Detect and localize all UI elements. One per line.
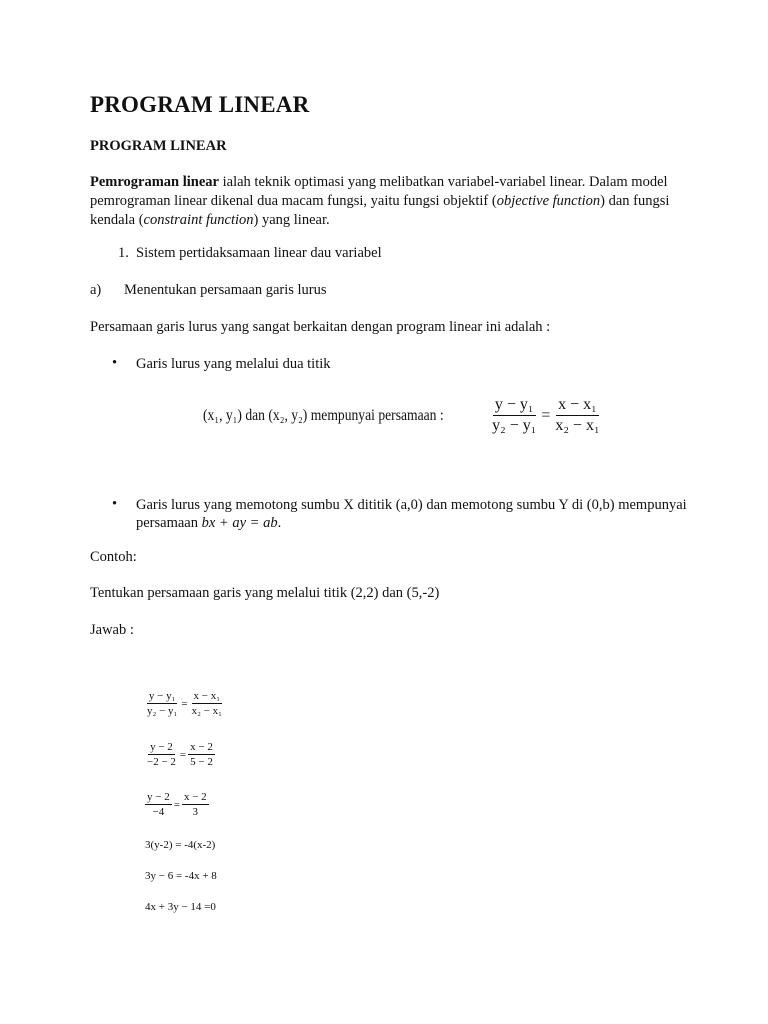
page-title: PROGRAM LINEAR	[90, 92, 310, 117]
intro-line: Persamaan garis lurus yang sangat berkaitan dengan program linear ini adalah :	[90, 319, 551, 335]
formula-equals: =	[541, 406, 551, 424]
step-3-rhs-num: x − 2	[183, 791, 207, 803]
step-2-rhs-num: x − 2	[190, 741, 213, 753]
formula-rhs-numerator: x − x₁	[556, 396, 599, 416]
example-label: Contoh:	[90, 549, 137, 565]
step-1-rhs	[190, 690, 224, 717]
list-item-text: Sistem pertidaksamaan linear dau variabel	[136, 245, 382, 261]
bold-term: Pemrograman linear	[90, 174, 219, 190]
step-1-lhs-den: y₂ − y₁	[147, 705, 178, 717]
formula-lhs-denominator: y₂ − y₁	[492, 417, 537, 434]
intro-paragraph	[90, 173, 680, 230]
step-3-rhs-den: 3	[192, 806, 199, 818]
step-2-lhs	[145, 741, 178, 768]
bullet-2-italic: bx + ay = ab	[201, 515, 278, 531]
step-2	[145, 741, 215, 768]
step-3-lhs-den: −4	[152, 806, 165, 818]
formula-lhs-fraction	[490, 396, 538, 435]
step-2-lhs-den: −2 − 2	[147, 756, 176, 768]
step-2-lhs-num: y − 2	[150, 741, 173, 753]
step-3-lhs	[145, 791, 172, 818]
step-1	[145, 690, 224, 717]
step-1-rhs-num: x − x₁	[193, 690, 221, 702]
bullet-text-2	[136, 496, 696, 532]
step-1-rhs-den: x₂ − x₁	[191, 705, 222, 717]
para-italic-2: constraint function	[143, 212, 254, 228]
para-text-2: ) dan fungsi kendala (	[90, 193, 670, 228]
step-3-equals: =	[173, 798, 180, 811]
step-1-lhs-num: y − y₁	[148, 690, 176, 702]
main-formula	[203, 396, 605, 435]
section-heading: PROGRAM LINEAR	[90, 138, 227, 154]
list-number: 1.	[118, 245, 129, 261]
para-italic-1: objective function	[496, 193, 601, 209]
example-question: Tentukan persamaan garis yang melalui titik (2,2) dan (5,-2)	[90, 585, 440, 601]
bullet-2-end: .	[277, 515, 282, 531]
step-2-rhs	[188, 741, 215, 768]
bullet-dot: •	[112, 355, 118, 371]
answer-label: Jawab :	[90, 622, 134, 638]
para-text-3: ) yang linear.	[253, 212, 330, 228]
para-text-1: ialah teknik optimasi yang melibatkan variabel-variabel linear. Dalam model pemrograman linear dikenal dua macam fungsi, yaitu fungsi objektif (	[90, 174, 668, 209]
step-4: 3(y-2) = -4(x-2)	[145, 839, 216, 851]
step-2-equals: =	[179, 748, 187, 761]
step-1-lhs	[145, 690, 179, 717]
bullet-text-1: Garis lurus yang melalui dua titik	[136, 356, 331, 372]
step-6: 4x + 3y − 14 =0	[145, 901, 216, 913]
formula-rhs-denominator: x₂ − x₁	[555, 417, 600, 434]
step-3-lhs-num: y − 2	[147, 791, 170, 803]
step-5: 3y − 6 = -4x + 8	[145, 870, 217, 882]
bullet-dot: •	[112, 496, 118, 512]
formula-rhs-fraction	[553, 396, 601, 435]
sub-letter: a)	[90, 282, 102, 298]
formula-lhs-numerator: y − y₁	[493, 396, 536, 416]
step-3-rhs	[182, 791, 209, 818]
step-3	[145, 791, 209, 818]
step-1-equals: =	[181, 697, 188, 710]
formula-condition: (x₁, y₁) dan (x₂, y₂) mempunyai persamaan :	[203, 406, 444, 424]
sub-item-text: Menentukan persamaan garis lurus	[124, 282, 327, 298]
step-2-rhs-den: 5 − 2	[190, 756, 213, 768]
bullet-2-text: Garis lurus yang memotong sumbu X dititik (a,0) dan memotong sumbu Y di (0,b) mempunyai persamaan	[136, 497, 687, 531]
